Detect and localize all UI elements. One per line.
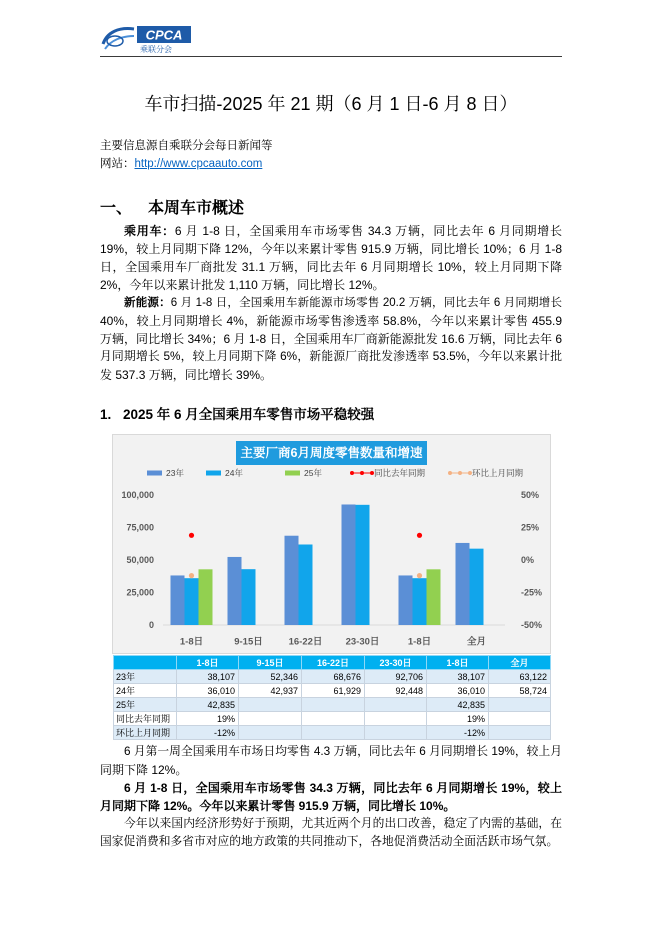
point-series2-cat1 bbox=[189, 573, 194, 578]
table-row-label: 环比上月同期 bbox=[114, 726, 177, 740]
bar-series2-cat2 bbox=[242, 569, 256, 625]
table-header-row bbox=[114, 656, 551, 670]
table-header-cell: 1-8日 bbox=[427, 656, 489, 670]
table-cell bbox=[302, 712, 365, 726]
paragraph-line: 月同期增长 5%，较上月同期下降 6%，新能源厂商批发渗透率 53.5%，今年以来累计批 bbox=[100, 350, 562, 363]
table-row-label: 同比去年同期 bbox=[114, 712, 177, 726]
table-cell bbox=[365, 698, 427, 712]
table-cell bbox=[302, 726, 365, 740]
table-body bbox=[114, 670, 551, 740]
table-cell: 38,107 bbox=[427, 670, 489, 684]
y-left-tick-label: 100,000 bbox=[121, 490, 154, 500]
legend-label: 同比去年同期 bbox=[374, 468, 426, 478]
point-series1-cat5 bbox=[417, 533, 422, 538]
point-series2-cat5 bbox=[417, 573, 422, 578]
section-title: 本周车市概述 bbox=[148, 200, 245, 217]
page-title: 车市扫描-2025 年 21 期（6 月 1 日-6 月 8 日） bbox=[144, 94, 518, 114]
table-cell: -12% bbox=[427, 726, 489, 740]
table-cell bbox=[302, 698, 365, 712]
table-header-cell: 16-22日 bbox=[302, 656, 365, 670]
table-row bbox=[114, 712, 551, 726]
legend-swatch bbox=[285, 471, 300, 476]
table-cell: 42,835 bbox=[427, 698, 489, 712]
table-cell: 58,724 bbox=[489, 684, 551, 698]
paragraph-line: 6 月第一周全国乘用车市场日均零售 4.3 万辆，同比去年 6 月同期增长 19%，较上月 bbox=[124, 745, 562, 758]
table-cell bbox=[365, 726, 427, 740]
paragraph-line-text: 6 月 1-8 日，全国乘用车市场零售 34.3 万辆，同比去年 6 月同期增长 bbox=[174, 224, 562, 238]
y-right-tick-label: 50% bbox=[521, 490, 540, 500]
table-cell: 38,107 bbox=[177, 670, 239, 684]
table-row bbox=[114, 670, 551, 684]
table-cell: 68,676 bbox=[302, 670, 365, 684]
cpca-logo-graphic bbox=[100, 22, 195, 54]
website-label: 网站： bbox=[100, 158, 135, 170]
y-right-tick-label: -25% bbox=[521, 587, 543, 598]
table-header-cell: 1-8日 bbox=[177, 656, 239, 670]
source-block bbox=[100, 137, 562, 173]
paragraph-line: 同期下降 12%。 bbox=[100, 763, 188, 777]
table-cell bbox=[489, 712, 551, 726]
table-cell: 63,122 bbox=[489, 670, 551, 684]
x-category-label: 全月 bbox=[466, 636, 487, 648]
legend-marker bbox=[458, 471, 462, 475]
table-corner bbox=[114, 656, 177, 670]
table-row-label: 23年 bbox=[114, 670, 177, 684]
legend-marker bbox=[360, 471, 364, 475]
legend-swatch bbox=[206, 471, 221, 476]
table-header-cell: 23-30日 bbox=[365, 656, 427, 670]
x-category-label: 16-22日 bbox=[288, 636, 323, 648]
table-row bbox=[114, 684, 551, 698]
legend-marker bbox=[350, 471, 354, 475]
bar-series2-cat3 bbox=[299, 544, 313, 625]
table-cell bbox=[239, 698, 302, 712]
table-row bbox=[114, 726, 551, 740]
paragraph-line-bold: 月同期下降 12%。今年以来累计零售 915.9 万辆，同比增长 10%。 bbox=[100, 799, 456, 813]
bar-series2-cat5 bbox=[413, 578, 427, 625]
table-cell: 19% bbox=[177, 712, 239, 726]
paragraph-line: 今年以来国内经济形势好于预期，尤其近两个月的出口改善，稳定了内需的基础，在 bbox=[124, 817, 562, 830]
paragraph-line: 40%，较上月同期增长 4%，新能源市场零售渗透率 58.8%，今年以来累计零售 455.9 bbox=[100, 314, 562, 328]
table-cell: 36,010 bbox=[427, 684, 489, 698]
table-cell: 52,346 bbox=[239, 670, 302, 684]
table-cell bbox=[239, 712, 302, 726]
table-row-label: 24年 bbox=[114, 684, 177, 698]
bar-series1-cat2 bbox=[228, 557, 242, 625]
table-header-cell: 全月 bbox=[489, 656, 551, 670]
paragraph-line: 发 537.3 万辆，同比增长 39%。 bbox=[100, 368, 273, 382]
table-cell: -12% bbox=[177, 726, 239, 740]
section-heading-overview bbox=[100, 198, 244, 220]
table-cell: 61,929 bbox=[302, 684, 365, 698]
paragraph-line: 19%，较上月同期下降 12%，今年以来累计零售 915.9 万辆，同比增长 10%；6 月 1-8 bbox=[100, 242, 562, 256]
section1-text bbox=[100, 743, 562, 851]
x-category-label: 23-30日 bbox=[345, 636, 380, 648]
bar-series3-cat1 bbox=[199, 569, 213, 625]
chart-title: 主要厂商6月周度零售数量和增速 bbox=[236, 441, 427, 465]
legend-label: 24年 bbox=[225, 468, 243, 478]
paragraph-line bbox=[100, 222, 562, 240]
table-cell bbox=[239, 726, 302, 740]
chart-canvas bbox=[113, 435, 550, 653]
paragraph-line: 万辆，同比增长 34%；6 月 1-8 日，全国乘用车厂商新能源批发 16.6 万辆，同比去年 6 bbox=[100, 332, 562, 346]
bar-series1-cat3 bbox=[285, 536, 299, 625]
table-cell bbox=[489, 698, 551, 712]
legend-label: 23年 bbox=[166, 468, 184, 478]
subsection-number: 1. bbox=[100, 407, 112, 422]
bar-series1-cat1 bbox=[171, 575, 185, 625]
passenger-label: 乘用车： bbox=[124, 224, 175, 238]
chart-data-table bbox=[113, 655, 551, 740]
bar-series2-cat6 bbox=[470, 549, 484, 625]
table-cell: 92,706 bbox=[365, 670, 427, 684]
table-cell bbox=[365, 712, 427, 726]
table-cell: 92,448 bbox=[365, 684, 427, 698]
table-cell: 42,835 bbox=[177, 698, 239, 712]
source-text: 主要信息源自乘联分会每日新闻等 bbox=[100, 140, 273, 152]
paragraph-line: 国家促消费和多省市对应的地方政策的共同推动下，各地促消费活动全面活跃市场气氛。 bbox=[100, 835, 559, 848]
y-left-tick-label: 50,000 bbox=[126, 555, 154, 565]
bar-series2-cat1 bbox=[185, 578, 199, 625]
x-category-label: 9-15日 bbox=[234, 636, 263, 648]
cpca-logo bbox=[100, 22, 195, 54]
table-cell: 19% bbox=[427, 712, 489, 726]
paragraph-line: 日，全国乘用车厂商批发 31.1 万辆，同比去年 6 月同期增长 10%，较上月同期下降 bbox=[100, 260, 562, 274]
section-number: 一、 bbox=[100, 200, 133, 217]
table-header-cell: 9-15日 bbox=[239, 656, 302, 670]
point-series1-cat1 bbox=[189, 533, 194, 538]
y-right-tick-label: 0% bbox=[521, 555, 535, 565]
legend-label: 25年 bbox=[304, 468, 322, 478]
y-right-tick-label: -50% bbox=[521, 620, 543, 630]
y-left-tick-label: 0 bbox=[148, 620, 154, 630]
y-left-tick-label: 25,000 bbox=[126, 587, 154, 598]
bar-series1-cat6 bbox=[456, 543, 470, 625]
table-row-label: 25年 bbox=[114, 698, 177, 712]
logo-emblem-icon bbox=[103, 29, 134, 49]
legend-marker bbox=[448, 471, 452, 475]
logo-subtitle: 乘联分会 bbox=[140, 45, 172, 54]
table-cell: 36,010 bbox=[177, 684, 239, 698]
x-category-label: 1-8日 bbox=[407, 636, 432, 648]
bar-series2-cat4 bbox=[356, 505, 370, 625]
bar-series1-cat5 bbox=[399, 575, 413, 625]
retail-chart bbox=[113, 435, 550, 653]
paragraph-line: 2%，今年以来累计批发 1,110 万辆，同比增长 12%。 bbox=[100, 278, 385, 292]
bar-series1-cat4 bbox=[342, 504, 356, 625]
x-category-label: 1-8日 bbox=[179, 636, 204, 648]
y-right-tick-label: 25% bbox=[521, 522, 540, 533]
bar-series3-cat5 bbox=[427, 569, 441, 625]
header-rule bbox=[100, 56, 562, 57]
paragraph-line-text: 6 月 1-8 日，全国乘用车新能源市场零售 20.2 万辆，同比去年 6 月同期增长 bbox=[170, 297, 562, 309]
table-cell: 42,937 bbox=[239, 684, 302, 698]
logo-wordmark: CPCA bbox=[145, 27, 183, 43]
overview-text bbox=[100, 222, 562, 384]
table-head bbox=[114, 656, 551, 670]
website-link[interactable]: http://www.cpcaauto.com bbox=[134, 158, 263, 170]
legend-label: 环比上月同期 bbox=[472, 468, 524, 478]
legend-swatch bbox=[147, 471, 162, 476]
website-line bbox=[100, 155, 562, 173]
subsection-title: 2025 年 6 月全国乘用车零售市场平稳较强 bbox=[123, 407, 375, 422]
table-cell bbox=[489, 726, 551, 740]
paragraph-line bbox=[100, 294, 562, 312]
subsection-heading bbox=[100, 405, 374, 425]
paragraph-line-bold: 6 月 1-8 日，全国乘用车市场零售 34.3 万辆，同比去年 6 月同期增长 19%，较上 bbox=[124, 781, 562, 795]
table-row bbox=[114, 698, 551, 712]
y-left-tick-label: 75,000 bbox=[126, 522, 154, 533]
nev-label: 新能源： bbox=[124, 297, 171, 309]
